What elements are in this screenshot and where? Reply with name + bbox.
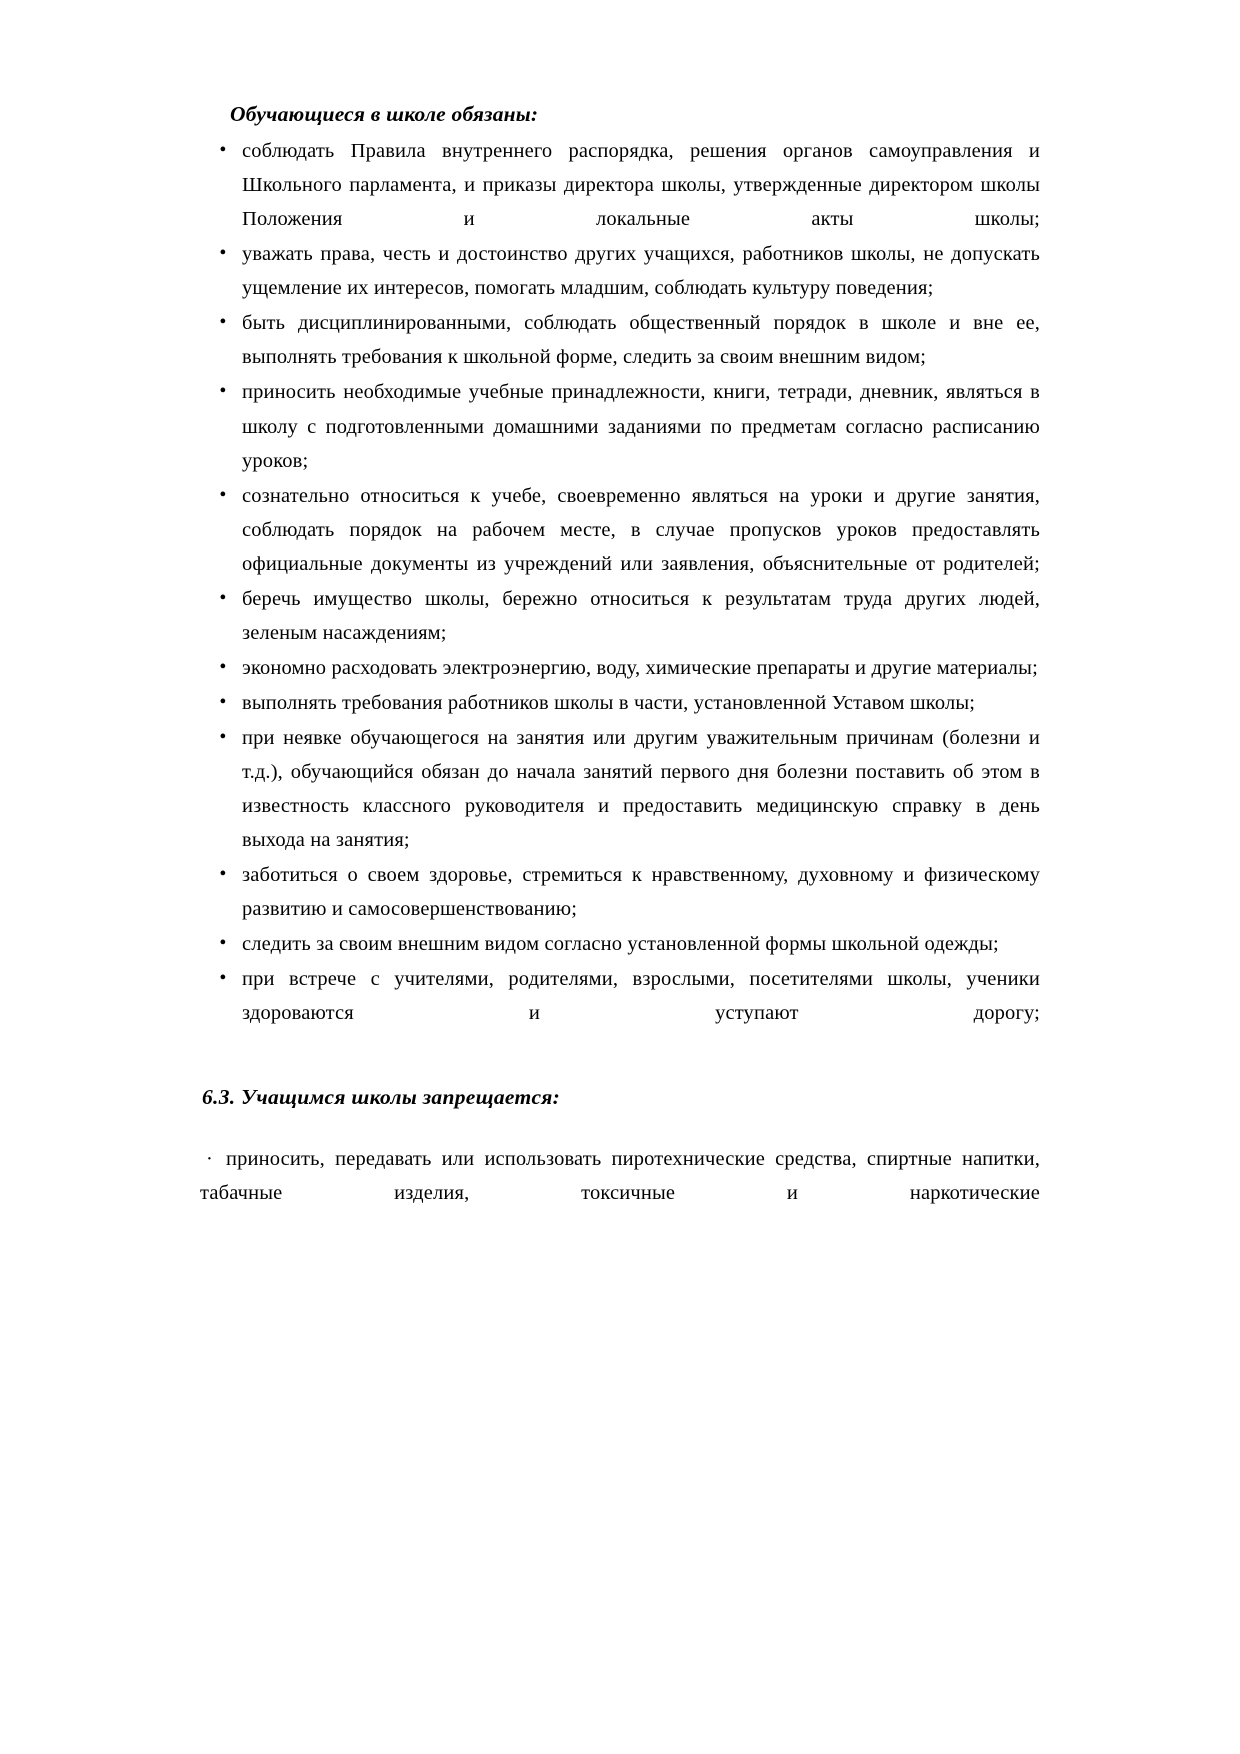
list-item-text: экономно расходовать электроэнергию, воду, химические препараты и другие материалы;: [242, 656, 1038, 679]
duties-list: [200, 134, 1040, 1029]
list-item-text: заботиться о своем здоровье, стремиться к нравственному, духовному и физическому развитию и самосовершенствованию;: [242, 863, 1040, 920]
section-heading: Обучающиеся в школе обязаны:: [230, 102, 539, 126]
bullet-icon: •: [219, 311, 227, 334]
list-item: [200, 582, 1040, 650]
list-item: [200, 721, 1040, 857]
list-item-text: сознательно относиться к учебе, своевременно являться на уроки и другие занятия, соблюдать порядок на рабочем месте, в случае пропусков уроков предоставлять официальные документы из учреждений или заявления, объяснительные от родителей;: [242, 484, 1040, 575]
list-item-text: при неявке обучающегося на занятия или другим уважительным причинам (болезни и т.д.), обучающийся обязан до начала занятий первого дня болезни поставить об этом в известность классного руководителя и предоставить медицинскую справку в день выхода на занятия;: [242, 726, 1040, 851]
list-item: [200, 306, 1040, 374]
bullet-icon: •: [219, 690, 227, 713]
bullet-icon: •: [219, 139, 227, 162]
bullet-icon: •: [219, 725, 227, 748]
document-body: [200, 100, 1040, 1210]
list-item: [200, 479, 1040, 581]
list-item-text: уважать права, честь и достоинство других учащихся, работников школы, не допускать ущемление их интересов, помогать младшим, соблюдать культуру поведения;: [242, 243, 1040, 300]
list-item-text: следить за своим внешним видом согласно установленной формы школьной одежды;: [242, 932, 999, 955]
bullet-icon: •: [219, 586, 227, 609]
list-item-text: беречь имущество школы, бережно относиться к результатам труда других людей, зеленым насаждениям;: [242, 587, 1040, 644]
prohibition-paragraph: [200, 1142, 1040, 1210]
bullet-icon: •: [219, 242, 227, 265]
list-item: [200, 237, 1040, 305]
sub-section-heading: 6.3. Учащимся школы запрещается:: [202, 1084, 561, 1109]
bullet-icon: •: [219, 862, 227, 885]
list-item-text: при встрече с учителями, родителями, взрослыми, посетителями школы, ученики здороваются и уступают дорогу;: [242, 967, 1040, 1024]
list-item-text: соблюдать Правила внутреннего распорядка, решения органов самоуправления и Школьного парламента, и приказы директора школы, утвержденные директором школы Положения и локальные акты школы;: [242, 140, 1040, 231]
prohibition-paragraph-text: приносить, передавать или использовать пиротехнические средства, спиртные напитки, табачные изделия, токсичные и наркотические: [200, 1147, 1040, 1204]
list-item: [200, 134, 1040, 236]
bullet-icon: •: [219, 966, 227, 989]
list-item-text: приносить необходимые учебные принадлежности, книги, тетради, дневник, являться в школу с подготовленными домашними заданиями по предметам согласно расписанию уроков;: [242, 381, 1040, 472]
list-item: [200, 651, 1040, 685]
bullet-icon: •: [219, 655, 227, 678]
list-item: [200, 962, 1040, 1030]
list-item: [200, 686, 1040, 720]
list-item-text: выполнять требования работников школы в части, установленной Уставом школы;: [242, 691, 976, 714]
list-item: [200, 375, 1040, 477]
list-item-text: быть дисциплинированными, соблюдать общественный порядок в школе и вне ее, выполнять требования к школьной форме, следить за своим внешним видом;: [242, 312, 1040, 369]
bullet-icon: •: [219, 380, 227, 403]
dot-bullet-icon: ·: [206, 1147, 213, 1170]
list-item: [200, 858, 1040, 926]
bullet-icon: •: [219, 483, 227, 506]
bullet-icon: •: [219, 931, 227, 954]
list-item: [200, 927, 1040, 961]
